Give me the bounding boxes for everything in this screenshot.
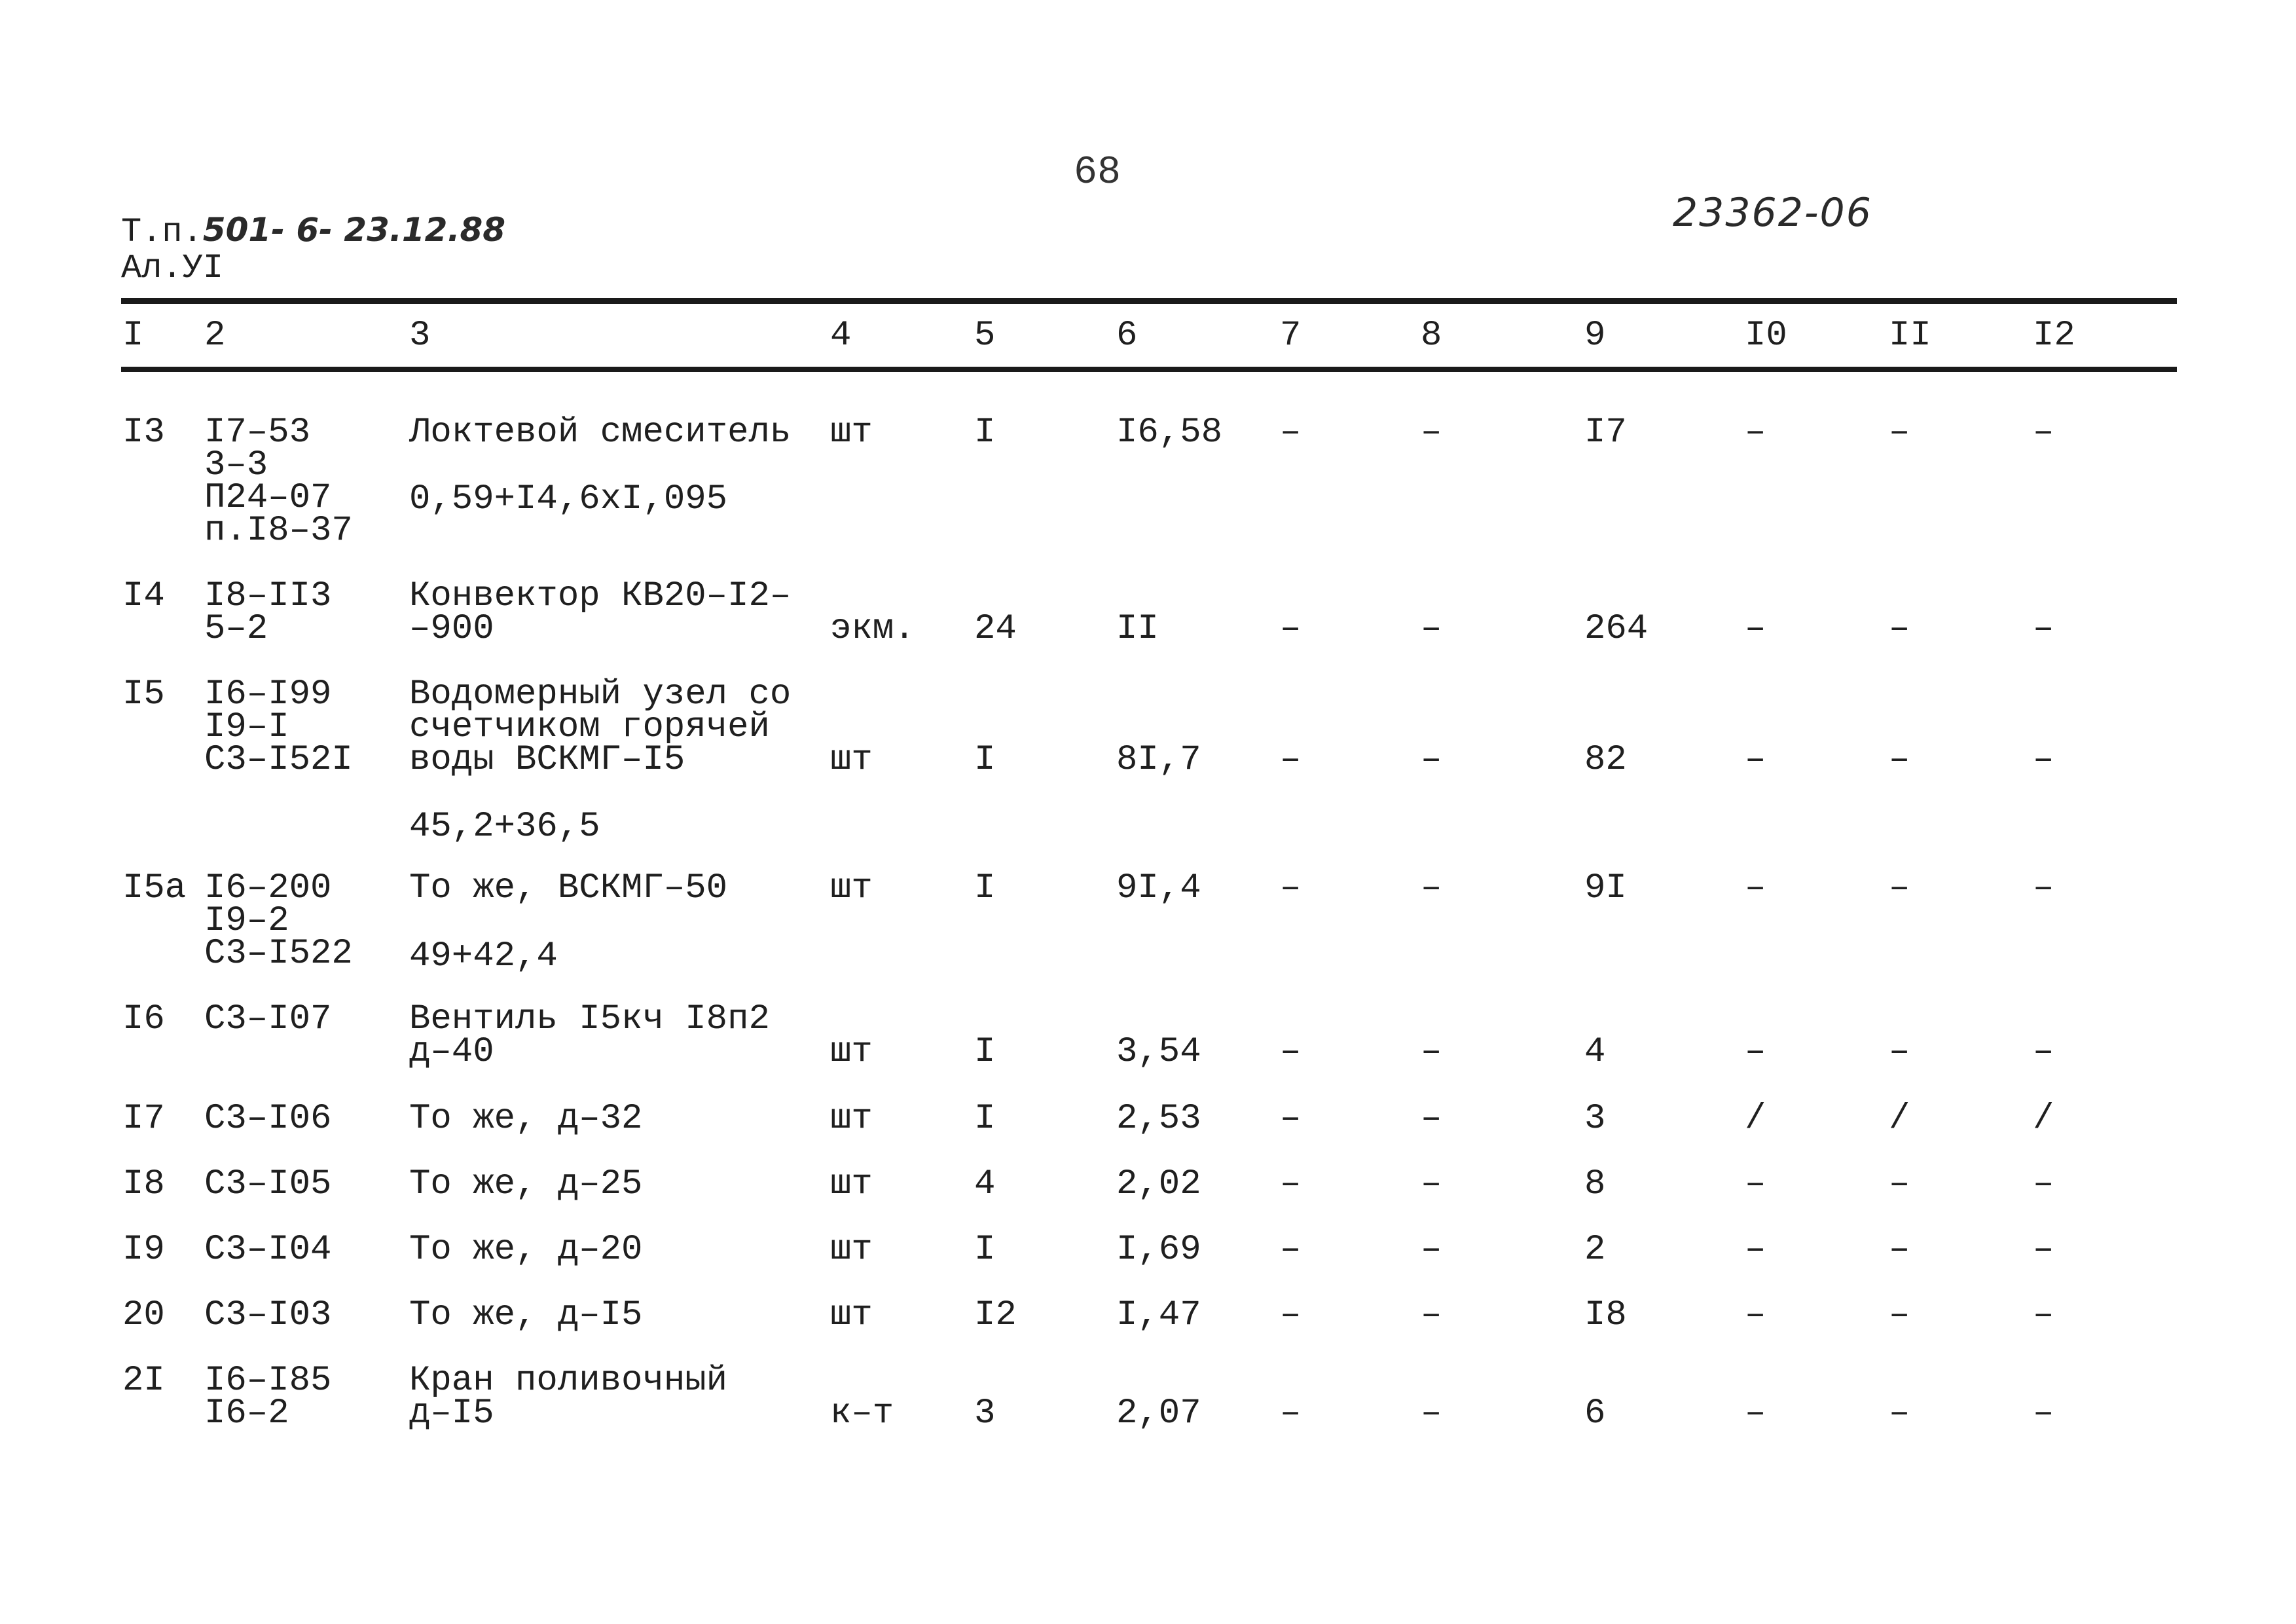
code-line: I6–200 [204,868,332,908]
column-header-1: I [122,316,144,356]
column-header-12: I2 [2033,316,2075,356]
description-line: –900 [409,609,494,649]
quantity-cell: I [974,1230,996,1270]
price-cell: I,69 [1116,1230,1201,1270]
column-header-6: 6 [1116,316,1138,356]
description-line: То же, ВСКМГ–50 [409,868,728,908]
col10-cell: – [1745,1393,1766,1433]
col7-cell: – [1280,1164,1302,1204]
total-cell: 2 [1584,1230,1606,1270]
price-cell: 3,54 [1116,1032,1201,1072]
total-cell: I8 [1584,1295,1627,1335]
code-line: I8–II3 [204,576,332,616]
unit-cell: экм. [830,609,915,649]
column-header-7: 7 [1280,316,1302,356]
col11-cell: – [1889,1164,1910,1204]
col10-cell: – [1745,740,1766,780]
col7-cell: – [1280,1032,1302,1072]
col7-cell: – [1280,609,1302,649]
page-number: 68 [1074,151,1121,195]
total-cell: 264 [1584,609,1649,649]
description-cell [409,999,770,1072]
col12-cell: – [2033,740,2054,780]
description-cell [409,1230,643,1270]
col11-cell: – [1889,740,1910,780]
project-prefix: Т.п. [121,213,203,251]
project-reference [121,211,505,251]
description-line: д–I5 [409,1393,494,1433]
item-number: I7 [122,1099,165,1139]
description-cell [409,868,728,908]
column-header-5: 5 [974,316,996,356]
description-line: То же, д–25 [409,1164,643,1204]
table-header-rule [121,367,2177,372]
col11-cell: – [1889,868,1910,908]
col8-cell: – [1421,1295,1442,1335]
code-line: I9–I [204,707,289,747]
col8-cell: – [1421,868,1442,908]
price-cell: 8I,7 [1116,740,1201,780]
col12-cell: – [2033,1230,2054,1270]
description-line: Конвектор КВ20–I2– [409,576,792,616]
code-line: С3–I52I [204,740,353,780]
description-line: Водомерный узел со [409,674,792,714]
col11-cell: – [1889,1295,1910,1335]
code-line: I9–2 [204,901,289,941]
col8-cell: – [1421,413,1442,452]
col12-cell: – [2033,1295,2054,1335]
unit-cell: шт [830,1099,873,1139]
col10-cell: – [1745,1164,1766,1204]
quantity-cell: I [974,413,996,452]
quantity-cell: I [974,868,996,908]
description-cell [409,576,792,649]
col8-cell: – [1421,1230,1442,1270]
col12-cell: – [2033,413,2054,452]
price-cell: II [1116,609,1159,649]
unit-cell: шт [830,1230,873,1270]
code-line: С3–I03 [204,1295,332,1335]
quantity-cell: I2 [974,1295,1017,1335]
item-number: 2I [122,1361,165,1401]
description-line: д–40 [409,1032,494,1072]
col8-cell: – [1421,609,1442,649]
description-line: воды ВСКМГ–I5 [409,740,685,780]
col12-cell: / [2033,1099,2054,1139]
item-number: I5 [122,674,165,714]
col12-cell: – [2033,1393,2054,1433]
code-cell [204,674,353,780]
description-cell [409,1099,643,1139]
column-header-11: II [1889,316,1931,356]
unit-cell: к–т [830,1393,894,1433]
quantity-cell: 3 [974,1393,996,1433]
description-line: Вентиль I5кч I8п2 [409,999,770,1039]
col7-cell: – [1280,868,1302,908]
column-header-8: 8 [1421,316,1442,356]
table-top-rule [121,298,2177,304]
code-cell [204,413,353,551]
total-cell: 4 [1584,1032,1606,1072]
col11-cell: – [1889,413,1910,452]
col7-cell: – [1280,1295,1302,1335]
quantity-cell: I [974,740,996,780]
total-cell: 3 [1584,1099,1606,1139]
col8-cell: – [1421,1032,1442,1072]
col10-cell: – [1745,1295,1766,1335]
col11-cell: – [1889,1032,1910,1072]
price-cell: 2,53 [1116,1099,1201,1139]
calculation-formula: 45,2+36,5 [409,807,600,847]
code-line: I6–2 [204,1393,289,1433]
col11-cell: – [1889,1230,1910,1270]
col7-cell: – [1280,1393,1302,1433]
price-cell: 2,02 [1116,1164,1201,1204]
description-cell [409,413,792,452]
description-cell [409,1361,728,1433]
col11-cell: / [1889,1099,1910,1139]
code-cell [204,1164,332,1204]
col12-cell: – [2033,1032,2054,1072]
item-number: I5а [122,868,187,908]
col7-cell: – [1280,1230,1302,1270]
code-line: I7–53 [204,413,311,452]
col8-cell: – [1421,1393,1442,1433]
code-line: С3–I07 [204,999,332,1039]
column-header-2: 2 [204,316,226,356]
total-cell: I7 [1584,413,1627,452]
unit-cell: шт [830,413,873,452]
description-line: То же, д–32 [409,1099,643,1139]
col7-cell: – [1280,413,1302,452]
item-number: I9 [122,1230,165,1270]
item-number: I6 [122,999,165,1039]
code-line: П24–07 [204,478,332,518]
item-number: I3 [122,413,165,452]
col10-cell: – [1745,413,1766,452]
total-cell: 82 [1584,740,1627,780]
code-cell [204,1295,332,1335]
code-cell [204,868,353,974]
code-line: С3–I05 [204,1164,332,1204]
total-cell: 8 [1584,1164,1606,1204]
code-cell [204,1361,332,1433]
code-cell [204,999,332,1039]
code-line: 3–3 [204,445,268,485]
item-number: 20 [122,1295,165,1335]
description-cell [409,1295,643,1335]
description-line: счетчиком горячей [409,707,770,747]
col10-cell: – [1745,1032,1766,1072]
code-line: С3–I522 [204,934,353,974]
price-cell: I,47 [1116,1295,1201,1335]
column-header-3: 3 [409,316,431,356]
code-line: 5–2 [204,609,268,649]
code-line: п.I8–37 [204,511,353,551]
code-cell [204,1230,332,1270]
total-cell: 9I [1584,868,1627,908]
unit-cell: шт [830,740,873,780]
sheet-reference: Ал.УI [121,249,224,287]
unit-cell: шт [830,1164,873,1204]
column-header-4: 4 [830,316,852,356]
price-cell: 9I,4 [1116,868,1201,908]
item-number: I4 [122,576,165,616]
calculation-formula: 49+42,4 [409,936,558,976]
unit-cell: шт [830,1032,873,1072]
col10-cell: / [1745,1099,1766,1139]
code-cell [204,1099,332,1139]
project-series: 501- 6- 23.12.88 [202,211,506,249]
col10-cell: – [1745,609,1766,649]
col12-cell: – [2033,609,2054,649]
description-cell [409,1164,643,1204]
inventory-number: 23362-06 [1673,190,1872,236]
quantity-cell: I [974,1099,996,1139]
quantity-cell: 4 [974,1164,996,1204]
price-cell: 2,07 [1116,1393,1201,1433]
description-line: То же, д–20 [409,1230,643,1270]
code-line: С3–I04 [204,1230,332,1270]
quantity-cell: 24 [974,609,1017,649]
description-line: Локтевой смеситель [409,413,792,452]
col10-cell: – [1745,868,1766,908]
column-header-10: I0 [1745,316,1787,356]
col7-cell: – [1280,1099,1302,1139]
column-header-9: 9 [1584,316,1606,356]
unit-cell: шт [830,868,873,908]
col7-cell: – [1280,740,1302,780]
description-line: То же, д–I5 [409,1295,643,1335]
col8-cell: – [1421,1099,1442,1139]
col8-cell: – [1421,740,1442,780]
code-line: С3–I06 [204,1099,332,1139]
unit-cell: шт [830,1295,873,1335]
description-cell [409,674,792,780]
col11-cell: – [1889,609,1910,649]
item-number: I8 [122,1164,165,1204]
col12-cell: – [2033,1164,2054,1204]
code-cell [204,576,332,649]
col11-cell: – [1889,1393,1910,1433]
col8-cell: – [1421,1164,1442,1204]
code-line: I6–I99 [204,674,332,714]
code-line: I6–I85 [204,1361,332,1401]
quantity-cell: I [974,1032,996,1072]
price-cell: I6,58 [1116,413,1223,452]
description-line: Кран поливочный [409,1361,728,1401]
calculation-formula: 0,59+I4,6xI,095 [409,479,728,519]
col12-cell: – [2033,868,2054,908]
col10-cell: – [1745,1230,1766,1270]
total-cell: 6 [1584,1393,1606,1433]
